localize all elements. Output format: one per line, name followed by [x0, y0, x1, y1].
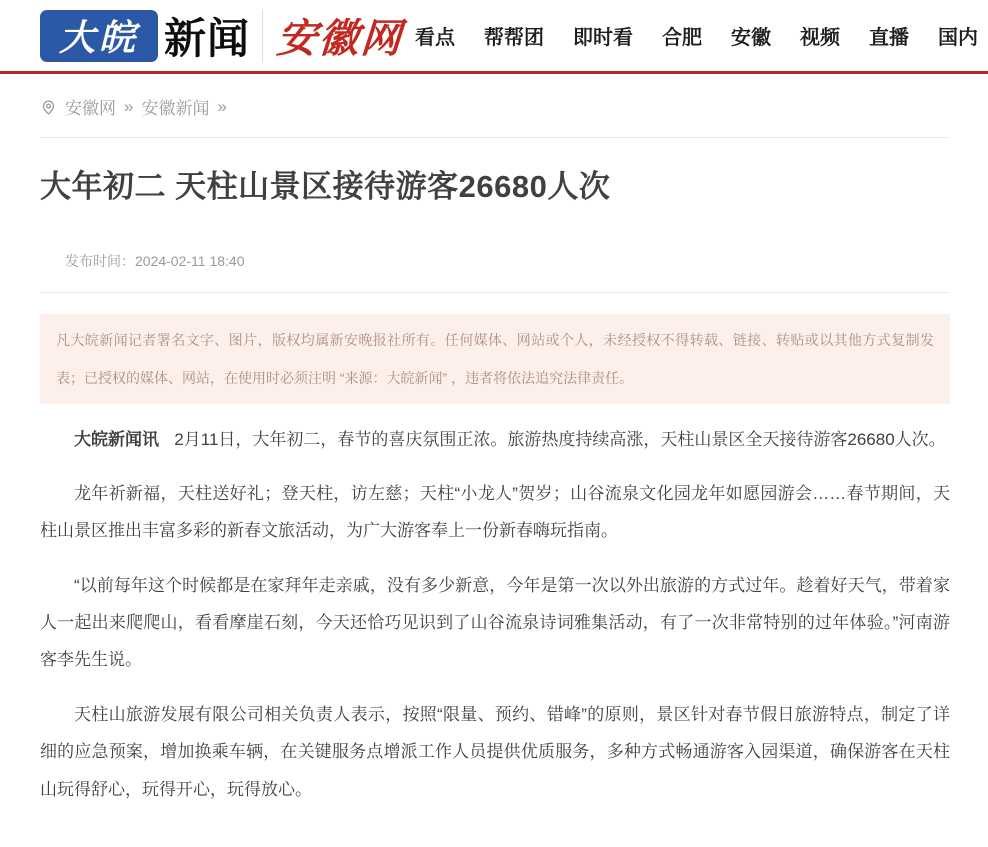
nav-item-shipin[interactable]: 视频: [800, 27, 841, 49]
location-pin-icon: [40, 99, 57, 116]
main-nav: [415, 21, 978, 50]
anhuiwang-logo[interactable]: 安徽网: [275, 17, 405, 61]
nav-item-hefei[interactable]: 合肥: [662, 27, 703, 49]
nav-item-jishikan[interactable]: 即时看: [573, 27, 634, 49]
lead-label: 大皖新闻讯: [74, 429, 159, 449]
nav-item-zhibo[interactable]: 直播: [869, 27, 910, 49]
dawan-logo-mark: 大皖: [40, 10, 158, 62]
nav-item-kandian[interactable]: 看点: [415, 27, 456, 49]
article-paragraph: 天柱山旅游发展有限公司相关负责人表示，按照“限量、预约、错峰”的原则，景区针对春节假日旅游特点，制定了详细的应急预案，增加换乘车辆，在关键服务点增派工作人员提供优质服务，多种方式畅通游客入园渠道，确保游客在天柱山玩得舒心，玩得开心，玩得放心。: [40, 704, 950, 799]
dawan-logo-text: 新闻: [164, 14, 251, 62]
dawan-news-logo[interactable]: [40, 6, 250, 66]
breadcrumb-separator: »: [217, 96, 227, 116]
article-paragraph: “以前每年这个时候都是在家拜年走亲戚，没有多少新意，今年是第一次以外出旅游的方式过年。趁着好天气，带着家人一起出来爬爬山，看看摩崖石刻，今天还恰巧见识到了山谷流泉诗词雅集活动，有了一次非常特别的过年体验。”河南游客李先生说。: [40, 575, 950, 670]
publish-time-value: 2024-02-11 18:40: [135, 252, 245, 269]
breadcrumb: [40, 74, 950, 137]
content-container: [0, 74, 988, 808]
publish-time-label: 发布时间：: [65, 252, 135, 269]
divider-top: [40, 137, 950, 138]
nav-item-guonei[interactable]: 国内: [938, 27, 979, 49]
lead-text: 2月11日，大年初二，春节的喜庆氛围正浓。旅游热度持续高涨，天柱山景区全天接待游客26680人次。: [174, 429, 946, 449]
publish-time: [40, 251, 950, 271]
article-body: [40, 421, 950, 809]
article-paragraph-lead: [40, 421, 950, 458]
breadcrumb-link-ahwang[interactable]: 安徽网: [65, 99, 116, 118]
nav-item-anhui[interactable]: 安徽: [731, 27, 772, 49]
nav-item-bangbangtuan[interactable]: 帮帮团: [484, 27, 545, 49]
site-header: [0, 0, 988, 74]
copyright-notice: 凡大皖新闻记者署名文字、图片，版权均属新安晚报社所有。任何媒体、网站或个人，未经授权不得转载、链接、转贴或以其他方式复制发表；已授权的媒体、网站，在使用时必须注明 “来源：大皖新闻” ，违者将依法追究法律责任。: [40, 314, 950, 404]
breadcrumb-link-anhui-news[interactable]: 安徽新闻: [141, 99, 210, 118]
breadcrumb-separator: »: [124, 96, 134, 116]
article-paragraph: 龙年祈新福，天柱送好礼；登天柱，访左慈；天柱“小龙人”贺岁；山谷流泉文化园龙年如愿园游会……春节期间，天柱山景区推出丰富多彩的新春文旅活动，为广大游客奉上一份新春嗨玩指南。: [40, 483, 950, 541]
logo-group: [40, 6, 411, 66]
article-title: 大年初二 天柱山景区接待游客26680人次: [40, 169, 611, 204]
divider-below-time: [40, 292, 950, 293]
header-vertical-divider: [262, 9, 263, 63]
